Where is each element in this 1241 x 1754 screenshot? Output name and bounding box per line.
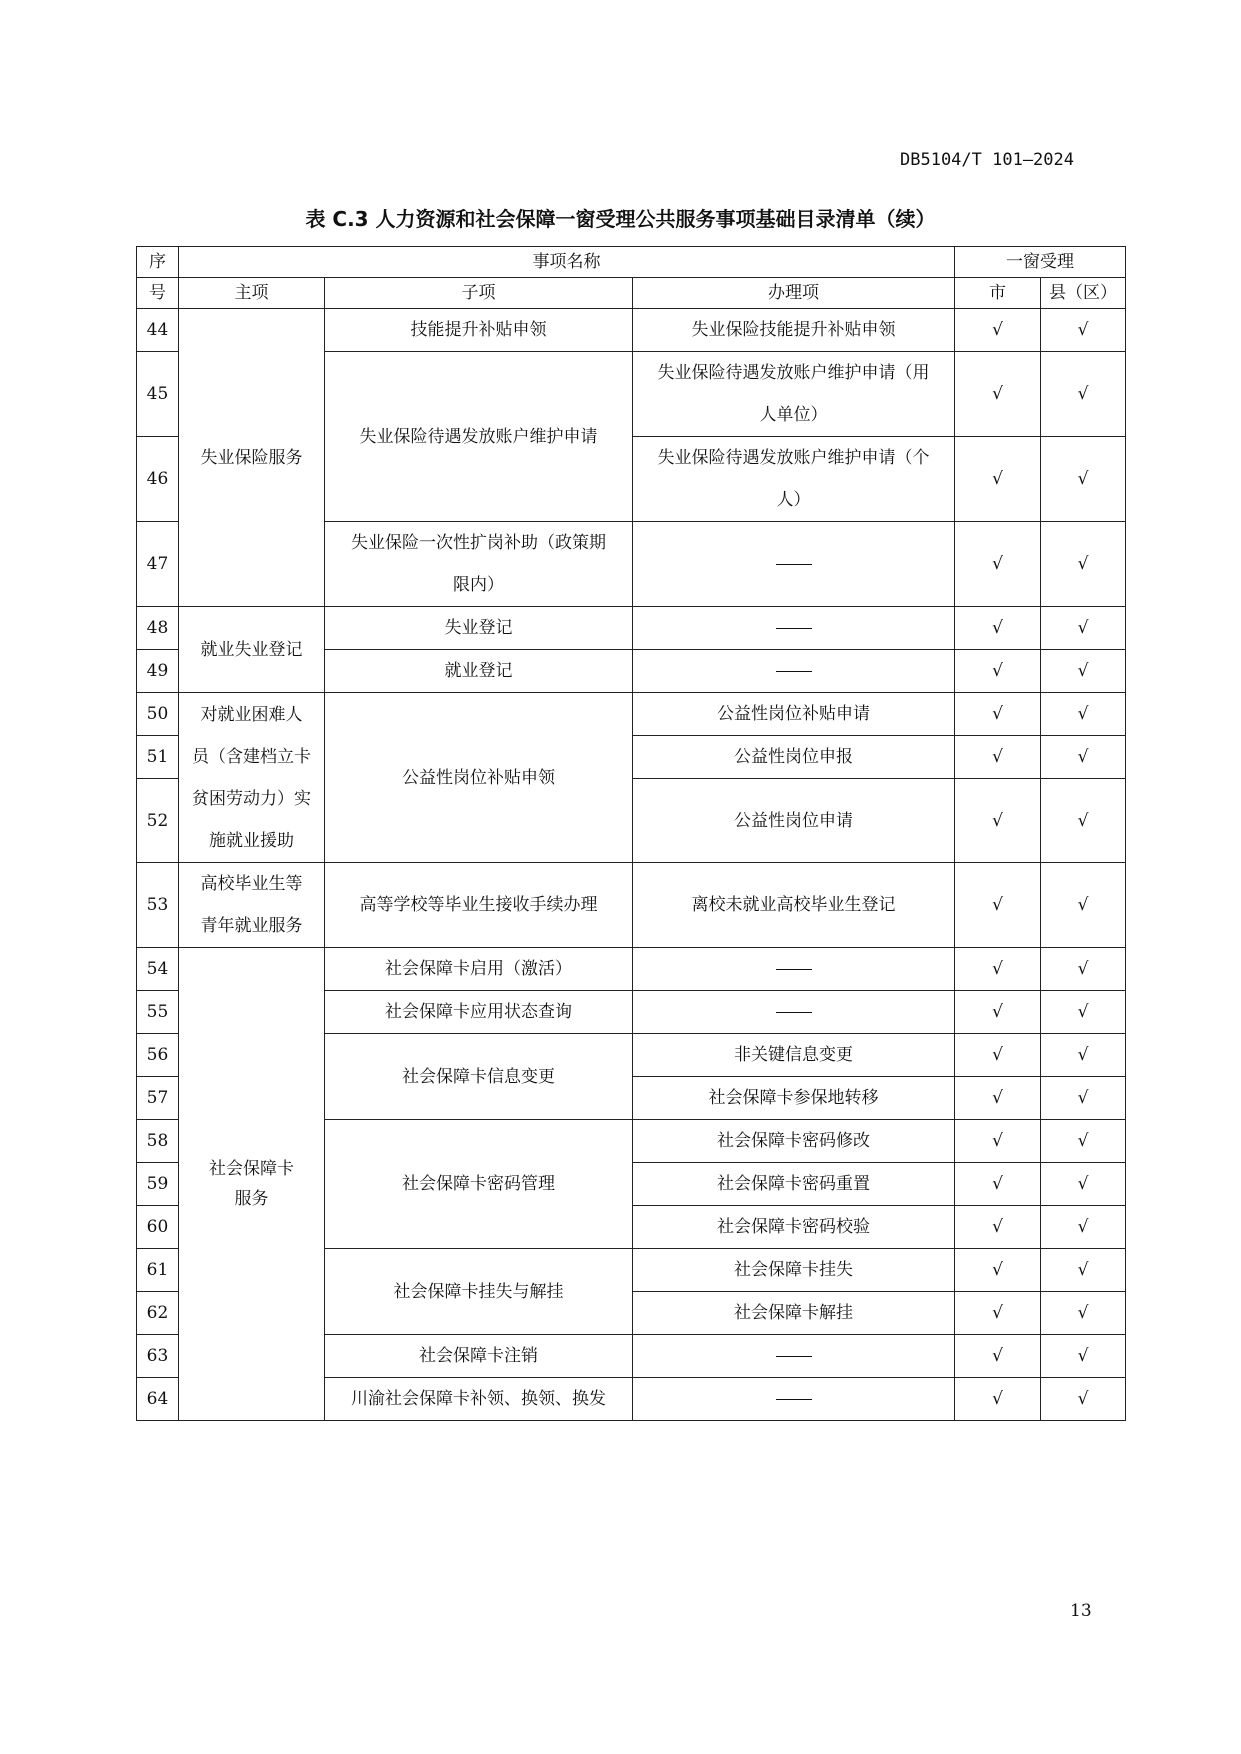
city-check: √ bbox=[955, 1034, 1041, 1077]
city-check: √ bbox=[955, 863, 1041, 948]
county-check: √ bbox=[1041, 779, 1126, 863]
city-header: 市 bbox=[955, 278, 1041, 309]
sub-item-cell: 社会保障卡信息变更 bbox=[325, 1034, 633, 1120]
main-line: 青年就业服务 bbox=[200, 916, 303, 936]
main-line: 社会保障卡 bbox=[209, 1159, 294, 1179]
city-check: √ bbox=[955, 1206, 1041, 1249]
main-item-cell bbox=[179, 948, 325, 1421]
county-check: √ bbox=[1041, 437, 1126, 522]
handle-line: 人） bbox=[776, 490, 811, 510]
handle-item-cell: 公益性岗位补贴申请 bbox=[633, 693, 955, 736]
sub-item-cell: 技能提升补贴申领 bbox=[325, 309, 633, 352]
sub-item-cell: 失业保险待遇发放账户维护申请 bbox=[325, 352, 633, 522]
sub-item-cell: 就业登记 bbox=[325, 650, 633, 693]
dash-mark bbox=[776, 671, 812, 672]
row-number: 46 bbox=[137, 437, 179, 522]
handle-item-cell bbox=[633, 948, 955, 991]
dash-mark bbox=[776, 969, 812, 970]
handle-item-cell bbox=[633, 522, 955, 607]
row-number: 59 bbox=[137, 1163, 179, 1206]
table-row bbox=[137, 607, 1126, 650]
handle-line: 失业保险待遇发放账户维护申请（用 bbox=[657, 363, 930, 383]
county-check: √ bbox=[1041, 736, 1126, 779]
county-check: √ bbox=[1041, 607, 1126, 650]
main-line: 员（含建档立卡 bbox=[192, 746, 311, 767]
sub-item-cell: 川渝社会保障卡补领、换领、换发 bbox=[325, 1378, 633, 1421]
sub-line: 限内） bbox=[453, 575, 504, 595]
seq-header-bottom: 号 bbox=[137, 278, 179, 309]
county-header: 县（区） bbox=[1041, 278, 1126, 309]
row-number: 45 bbox=[137, 352, 179, 437]
handle-item-cell: 社会保障卡密码修改 bbox=[633, 1120, 955, 1163]
county-check: √ bbox=[1041, 693, 1126, 736]
seq-header-top: 序 bbox=[137, 247, 179, 278]
service-catalog-table bbox=[136, 246, 1126, 1421]
row-number: 58 bbox=[137, 1120, 179, 1163]
sub-item-cell: 社会保障卡启用（激活） bbox=[325, 948, 633, 991]
city-check: √ bbox=[955, 522, 1041, 607]
header-row-1 bbox=[137, 247, 1126, 278]
city-check: √ bbox=[955, 1163, 1041, 1206]
row-number: 50 bbox=[137, 693, 179, 736]
county-check: √ bbox=[1041, 1120, 1126, 1163]
handle-item-cell: 社会保障卡挂失 bbox=[633, 1249, 955, 1292]
county-check: √ bbox=[1041, 863, 1126, 948]
header-row-2 bbox=[137, 278, 1126, 309]
handle-item-cell: 非关键信息变更 bbox=[633, 1034, 955, 1077]
handle-item-cell: 社会保障卡参保地转移 bbox=[633, 1077, 955, 1120]
city-check: √ bbox=[955, 1335, 1041, 1378]
row-number: 53 bbox=[137, 863, 179, 948]
county-check: √ bbox=[1041, 1292, 1126, 1335]
dash-mark bbox=[776, 1012, 812, 1013]
table-row bbox=[137, 693, 1126, 736]
handle-item-cell: 离校未就业高校毕业生登记 bbox=[633, 863, 955, 948]
row-number: 56 bbox=[137, 1034, 179, 1077]
county-check: √ bbox=[1041, 1335, 1126, 1378]
dash-mark bbox=[776, 1399, 812, 1400]
sub-item-cell: 社会保障卡密码管理 bbox=[325, 1120, 633, 1249]
handle-item-cell bbox=[633, 650, 955, 693]
table-row bbox=[137, 948, 1126, 991]
city-check: √ bbox=[955, 1249, 1041, 1292]
sub-line: 失业保险一次性扩岗补助（政策期 bbox=[351, 533, 606, 553]
matter-name-header: 事项名称 bbox=[179, 247, 955, 278]
sub-item-cell: 高等学校等毕业生接收手续办理 bbox=[325, 863, 633, 948]
sub-item-cell: 公益性岗位补贴申领 bbox=[325, 693, 633, 863]
main-item-cell: 失业保险服务 bbox=[179, 309, 325, 607]
row-number: 60 bbox=[137, 1206, 179, 1249]
row-number: 54 bbox=[137, 948, 179, 991]
row-number: 63 bbox=[137, 1335, 179, 1378]
row-number: 62 bbox=[137, 1292, 179, 1335]
dash-mark bbox=[776, 1356, 812, 1357]
county-check: √ bbox=[1041, 309, 1126, 352]
city-check: √ bbox=[955, 693, 1041, 736]
row-number: 47 bbox=[137, 522, 179, 607]
dash-mark bbox=[776, 628, 812, 629]
document-code: DB5104/T 101—2024 bbox=[900, 150, 1074, 170]
county-check: √ bbox=[1041, 522, 1126, 607]
page-number: 13 bbox=[1070, 1601, 1092, 1621]
handle-item-cell: 社会保障卡密码重置 bbox=[633, 1163, 955, 1206]
handle-item-cell: 社会保障卡密码校验 bbox=[633, 1206, 955, 1249]
sub-item-cell: 社会保障卡应用状态查询 bbox=[325, 991, 633, 1034]
county-check: √ bbox=[1041, 650, 1126, 693]
sub-item-cell: 社会保障卡注销 bbox=[325, 1335, 633, 1378]
main-item-cell: 就业失业登记 bbox=[179, 607, 325, 693]
window-header: 一窗受理 bbox=[955, 247, 1126, 278]
row-number: 49 bbox=[137, 650, 179, 693]
handle-item-header: 办理项 bbox=[633, 278, 955, 309]
handle-item-cell bbox=[633, 352, 955, 437]
city-check: √ bbox=[955, 607, 1041, 650]
city-check: √ bbox=[955, 352, 1041, 437]
sub-item-cell bbox=[325, 522, 633, 607]
main-line: 贫困劳动力）实 bbox=[192, 788, 311, 809]
city-check: √ bbox=[955, 650, 1041, 693]
table-row bbox=[137, 863, 1126, 948]
county-check: √ bbox=[1041, 1249, 1126, 1292]
county-check: √ bbox=[1041, 1034, 1126, 1077]
table-row bbox=[137, 309, 1126, 352]
city-check: √ bbox=[955, 1077, 1041, 1120]
city-check: √ bbox=[955, 309, 1041, 352]
row-number: 52 bbox=[137, 779, 179, 863]
handle-item-cell bbox=[633, 607, 955, 650]
county-check: √ bbox=[1041, 1206, 1126, 1249]
county-check: √ bbox=[1041, 991, 1126, 1034]
sub-item-header: 子项 bbox=[325, 278, 633, 309]
city-check: √ bbox=[955, 779, 1041, 863]
handle-item-cell bbox=[633, 1378, 955, 1421]
row-number: 48 bbox=[137, 607, 179, 650]
handle-line: 人单位） bbox=[759, 405, 828, 425]
main-item-header: 主项 bbox=[179, 278, 325, 309]
handle-item-cell bbox=[633, 991, 955, 1034]
city-check: √ bbox=[955, 991, 1041, 1034]
city-check: √ bbox=[955, 948, 1041, 991]
county-check: √ bbox=[1041, 352, 1126, 437]
row-number: 55 bbox=[137, 991, 179, 1034]
city-check: √ bbox=[955, 1120, 1041, 1163]
main-line: 施就业援助 bbox=[209, 830, 294, 851]
city-check: √ bbox=[955, 736, 1041, 779]
handle-item-cell: 失业保险技能提升补贴申领 bbox=[633, 309, 955, 352]
main-line: 对就业困难人 bbox=[200, 704, 303, 725]
row-number: 61 bbox=[137, 1249, 179, 1292]
row-number: 51 bbox=[137, 736, 179, 779]
handle-line: 失业保险待遇发放账户维护申请（个 bbox=[657, 448, 930, 468]
county-check: √ bbox=[1041, 948, 1126, 991]
city-check: √ bbox=[955, 1378, 1041, 1421]
main-item-cell bbox=[179, 863, 325, 948]
sub-item-cell: 社会保障卡挂失与解挂 bbox=[325, 1249, 633, 1335]
handle-item-cell bbox=[633, 437, 955, 522]
handle-item-cell: 社会保障卡解挂 bbox=[633, 1292, 955, 1335]
handle-item-cell bbox=[633, 1335, 955, 1378]
city-check: √ bbox=[955, 437, 1041, 522]
county-check: √ bbox=[1041, 1378, 1126, 1421]
table-title: 表 C.3 人力资源和社会保障一窗受理公共服务事项基础目录清单（续） bbox=[305, 207, 936, 231]
row-number: 64 bbox=[137, 1378, 179, 1421]
handle-item-cell: 公益性岗位申请 bbox=[633, 779, 955, 863]
main-line: 服务 bbox=[234, 1189, 269, 1209]
city-check: √ bbox=[955, 1292, 1041, 1335]
county-check: √ bbox=[1041, 1077, 1126, 1120]
row-number: 44 bbox=[137, 309, 179, 352]
main-line: 高校毕业生等 bbox=[200, 874, 303, 894]
handle-item-cell: 公益性岗位申报 bbox=[633, 736, 955, 779]
main-item-cell bbox=[179, 693, 325, 863]
dash-mark bbox=[776, 564, 812, 565]
sub-item-cell: 失业登记 bbox=[325, 607, 633, 650]
row-number: 57 bbox=[137, 1077, 179, 1120]
county-check: √ bbox=[1041, 1163, 1126, 1206]
